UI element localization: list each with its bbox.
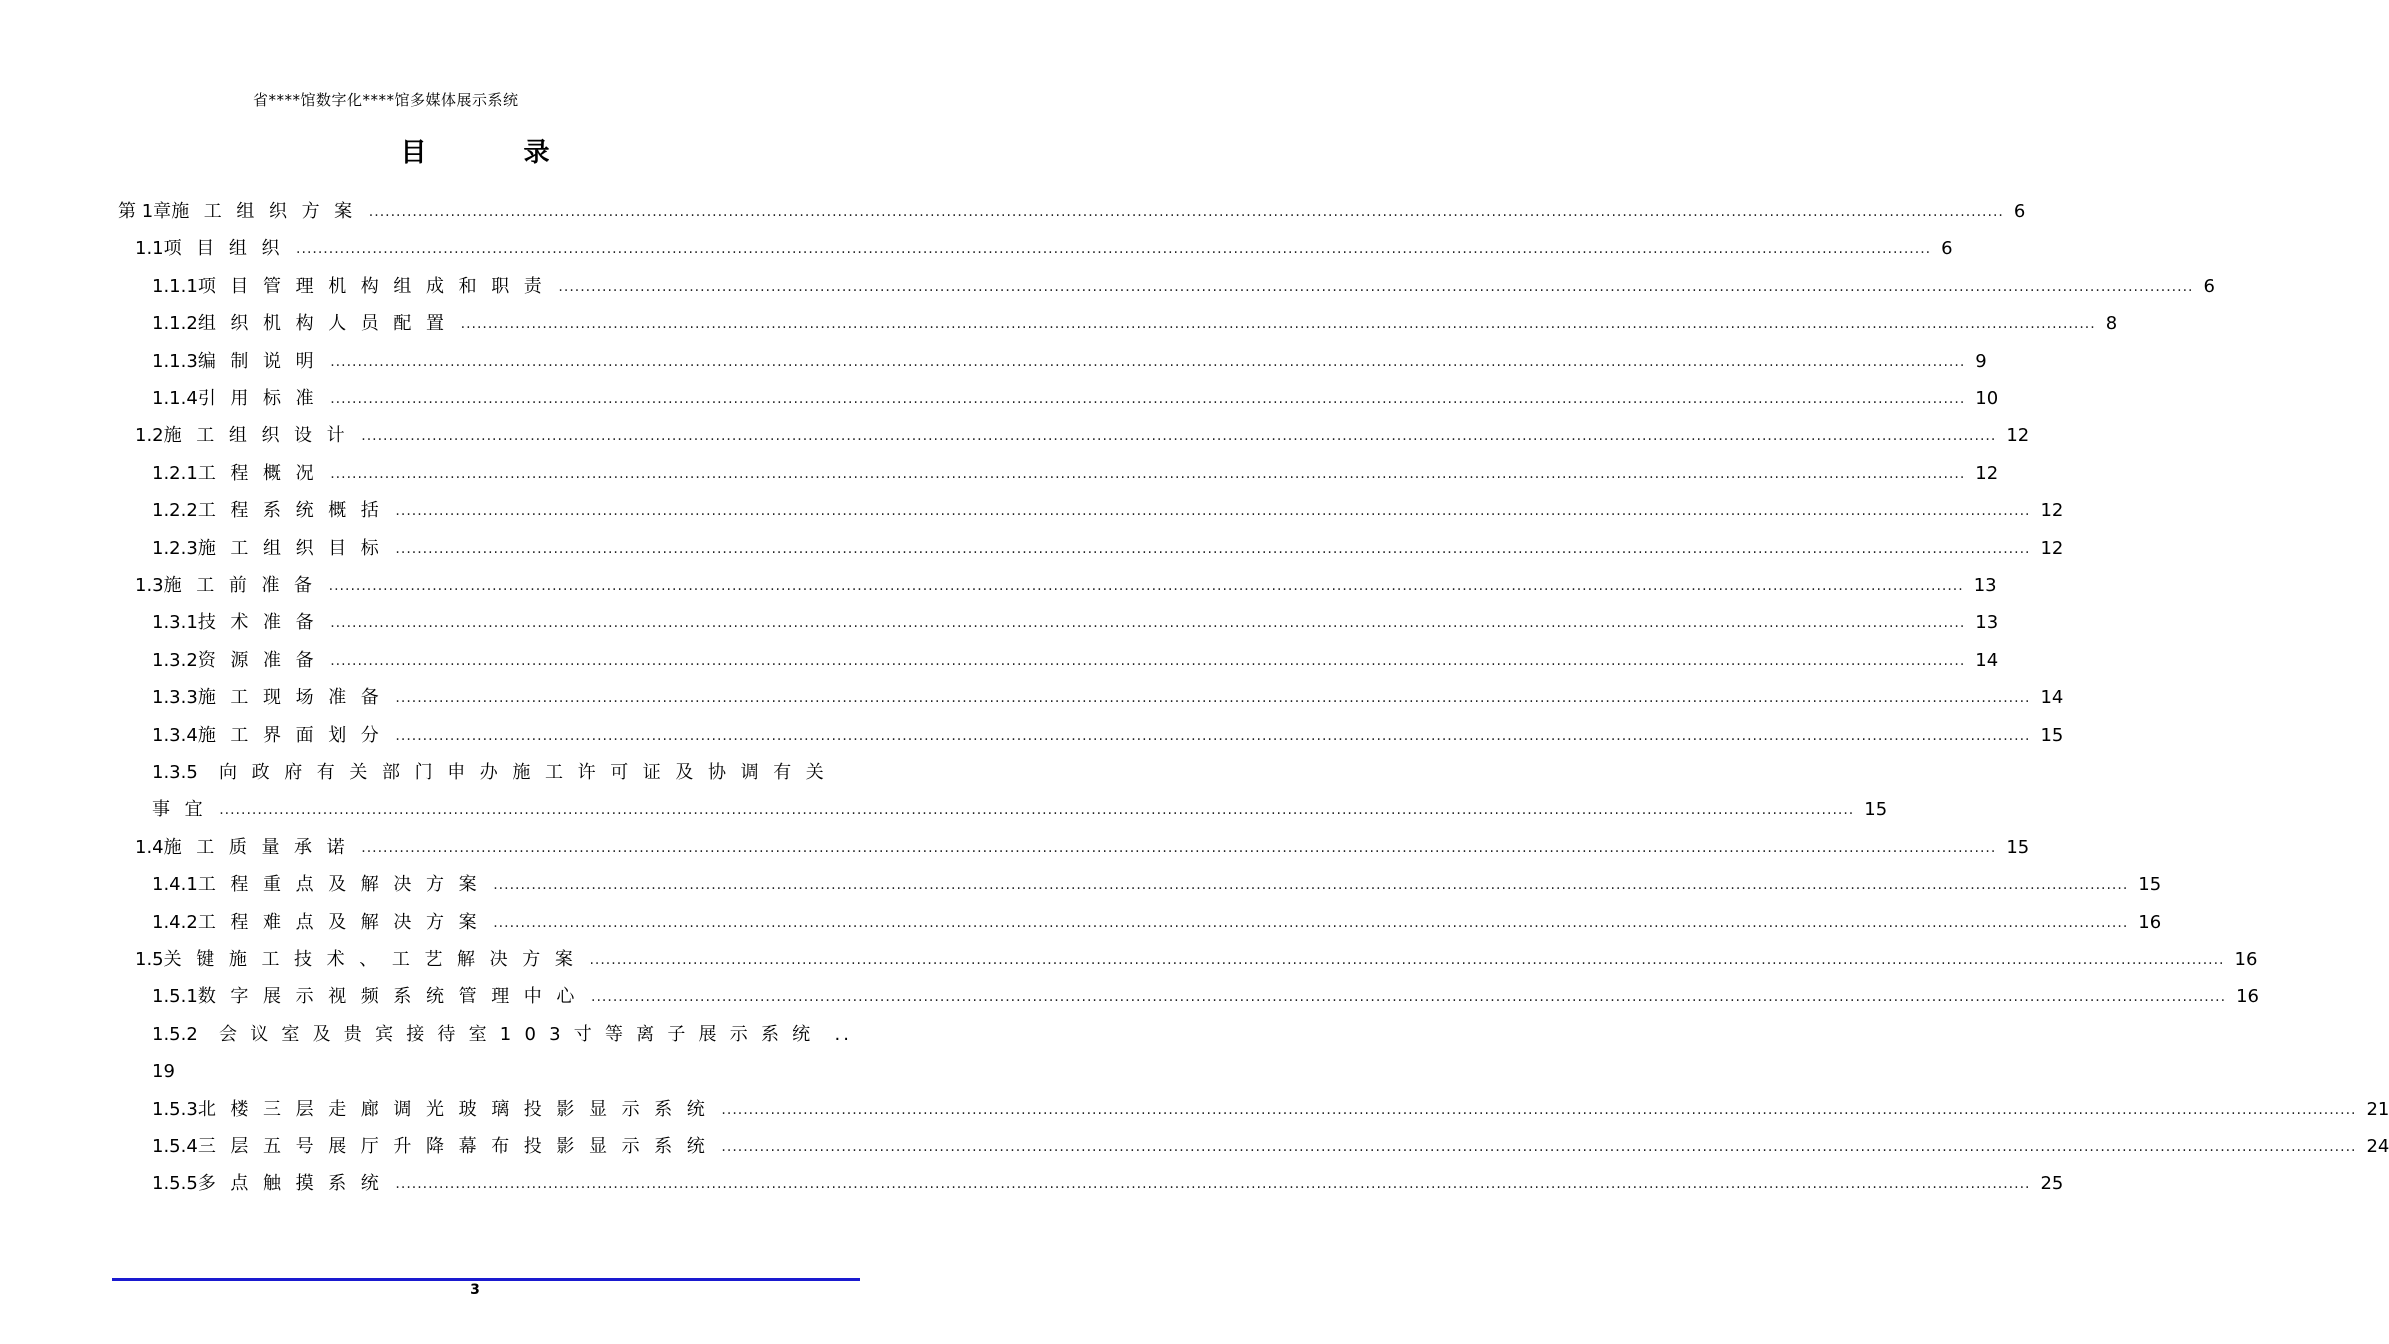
toc-entry-number: 第 1章	[118, 201, 172, 222]
toc-leader-dots: ............................................................................................................................................................................................................................................................................................................	[219, 802, 1855, 819]
toc-entry-title: 技术准备	[197, 612, 329, 634]
toc-entry[interactable]	[152, 343, 1987, 381]
toc-leader-dots: ............................................................................................................................................................................................................................................................................................................	[721, 1101, 2357, 1118]
toc-leader-dots: ............................................................................................................................................................................................................................................................................................................	[330, 353, 1966, 370]
toc-entry-title: 资源准备	[197, 649, 329, 671]
toc-leader-dots: ............................................................................................................................................................................................................................................................................................................	[493, 877, 2129, 894]
toc-leader-dots: ............................................................................................................................................................................................................................................................................................................	[493, 914, 2129, 931]
toc-entry-title: 数字展示视频系统管理中心	[197, 986, 590, 1008]
toc-leader-dots: ............................................................................................................................................................................................................................................................................................................	[395, 727, 2031, 744]
toc-entry[interactable]	[152, 866, 2162, 904]
toc-leader-dots: ............................................................................................................................................................................................................................................................................................................	[721, 1139, 2357, 1155]
toc-leader-dots: ............................................................................................................................................................................................................................................................................................................	[591, 989, 2227, 1006]
toc-entry-number: 1.3.5	[152, 762, 198, 783]
toc-entry-number: 1.3.1	[152, 612, 198, 634]
toc-page-number: 8	[2105, 313, 2118, 335]
toc-entry-title: 会议室及贵宾接待室103寸等离子展示系统	[219, 1023, 824, 1045]
toc-entry[interactable]	[152, 1091, 2389, 1129]
toc-entry-title: 北楼三层走廊调光玻璃投影显示系统	[197, 1098, 720, 1120]
toc-entry-title-continued: 19	[152, 1061, 175, 1083]
toc-entry[interactable]	[152, 268, 2215, 306]
toc-page-number: 16	[2234, 949, 2258, 970]
toc-entry-number: 1.1.4	[152, 388, 198, 409]
toc-entry-title-continued: 事宜	[152, 799, 218, 821]
toc-page-number: 6	[2013, 201, 2026, 222]
toc-page-number: 6	[1941, 238, 1953, 260]
toc-entry[interactable]	[152, 455, 1999, 493]
toc-entry[interactable]	[118, 193, 2026, 231]
toc-leader-dots: ............................................................................................................................................................................................................................................................................................................	[330, 615, 1966, 632]
toc-leader-dots: ............................................................................................................................................................................................................................................................................................................	[395, 690, 2031, 707]
toc-entry-number: 1.5.2	[152, 1023, 198, 1045]
toc-page-number: 12	[2040, 500, 2064, 522]
toc-entry-number: 1.4	[135, 836, 164, 858]
page-number: 3	[470, 1282, 480, 1298]
toc-entry-number: 1.2.1	[152, 462, 198, 484]
toc-entry-title: 施工质量承诺	[163, 836, 360, 858]
toc-entry-title: 施工组织方案	[171, 201, 367, 222]
toc-entry-title: 施工现场准备	[197, 687, 394, 709]
toc-entry-number: 1.1.1	[152, 275, 198, 297]
toc-page-number: 12	[2006, 425, 2030, 447]
toc-entry-title: 施工界面划分	[197, 724, 394, 746]
toc-entry-number: 1.5.1	[152, 986, 198, 1008]
toc-entry[interactable]	[152, 717, 2064, 755]
toc-page-number: 13	[1975, 612, 1999, 634]
toc-leader-dots: ..	[834, 1023, 852, 1045]
toc-entry-number: 1.5.3	[152, 1098, 198, 1120]
toc-entry-title: 项目管理机构组成和职责	[197, 275, 557, 297]
toc-entry[interactable]	[152, 642, 1999, 680]
toc-entry[interactable]	[152, 1128, 2389, 1166]
toc-leader-dots: ............................................................................................................................................................................................................................................................................................................	[395, 503, 2031, 520]
toc-page-number: 16	[2138, 911, 2162, 933]
toc-leader-dots: ............................................................................................................................................................................................................................................................................................................	[368, 204, 2004, 220]
toc-entry-title: 引用标准	[197, 388, 329, 409]
toc-page-number: 15	[2006, 836, 2030, 858]
toc-entry-number: 1.2	[135, 425, 164, 447]
toc-page-number: 21	[2366, 1098, 2389, 1120]
toc-entry-number: 1.5	[135, 949, 164, 970]
toc-entry-title: 项目组织	[163, 238, 295, 260]
toc-entry-number: 1.5.4	[152, 1136, 198, 1157]
toc-entry-title: 关键施工技术、工艺解决方案	[163, 949, 588, 970]
toc-entry[interactable]	[152, 978, 2259, 1016]
toc-entry-number: 1.2.3	[152, 537, 198, 559]
toc-page-number: 13	[1973, 575, 1997, 596]
toc-leader-dots: ............................................................................................................................................................................................................................................................................................................	[558, 278, 2194, 295]
toc-entry-number: 1.5.5	[152, 1173, 198, 1195]
toc-entry-number: 1.2.2	[152, 500, 198, 522]
toc-leader-dots: ............................................................................................................................................................................................................................................................................................................	[328, 578, 1964, 594]
toc-entry[interactable]	[135, 829, 2030, 867]
toc-entry-number: 1.3.2	[152, 649, 198, 671]
toc-entry-number: 1.1.2	[152, 313, 198, 335]
toc-page-number: 12	[1975, 462, 1999, 484]
toc-leader-dots: ............................................................................................................................................................................................................................................................................................................	[460, 316, 2096, 333]
toc-page-number: 6	[2203, 275, 2215, 297]
toc-entry-title: 施工组织目标	[197, 537, 394, 559]
toc-entry[interactable]	[152, 305, 2118, 343]
toc-entry-title: 编制说明	[197, 350, 329, 372]
document-header: 省****馆数字化****馆多媒体展示系统	[253, 91, 519, 109]
toc-page-number: 15	[1864, 799, 1888, 821]
toc-entry-number: 1.1	[135, 238, 164, 260]
toc-entry-title: 组织机构人员配置	[197, 313, 459, 335]
toc-page-number: 24	[2366, 1136, 2389, 1157]
toc-entry-title: 工程系统概括	[197, 500, 394, 522]
toc-entry-number: 1.3	[135, 575, 164, 596]
toc-leader-dots: ............................................................................................................................................................................................................................................................................................................	[361, 428, 1997, 445]
toc-entry-number: 1.4.1	[152, 874, 198, 896]
footer-divider	[112, 1278, 860, 1281]
toc-page-number: 10	[1975, 388, 1999, 409]
toc-entry[interactable]	[152, 679, 2064, 717]
toc-entry[interactable]	[152, 530, 2064, 568]
toc-leader-dots: ............................................................................................................................................................................................................................................................................................................	[296, 241, 1932, 258]
toc-entry-title: 工程难点及解决方案	[197, 911, 492, 933]
toc-entry[interactable]	[152, 492, 2064, 530]
toc-entry-continuation[interactable]	[152, 1053, 852, 1091]
toc-entry-title: 工程重点及解决方案	[197, 874, 492, 896]
toc-entry[interactable]	[135, 941, 2258, 979]
toc-title: 目 录	[400, 138, 594, 168]
toc-page-number: 9	[1975, 350, 1987, 372]
toc-page-number: 25	[2040, 1173, 2064, 1195]
toc-entry[interactable]	[152, 380, 1999, 418]
toc-entry-number: 1.1.3	[152, 350, 198, 372]
toc-entry-title: 施工组织设计	[163, 425, 360, 447]
toc-entry[interactable]	[152, 1165, 2064, 1203]
toc-entry[interactable]	[152, 1016, 852, 1054]
toc-page-number: 14	[2040, 687, 2064, 709]
toc-entry-title: 施工前准备	[163, 575, 327, 596]
toc-entry-title: 多点触摸系统	[197, 1173, 394, 1195]
toc-entry[interactable]	[152, 904, 2162, 942]
toc-page-number: 12	[2040, 537, 2064, 559]
toc-entry-title: 工程概况	[197, 462, 329, 484]
toc-entry[interactable]	[152, 604, 1999, 642]
toc-entry-number: 1.3.3	[152, 687, 198, 709]
toc-entry[interactable]	[135, 417, 2030, 455]
toc-entry-number: 1.4.2	[152, 911, 198, 933]
toc-entry[interactable]	[135, 567, 1997, 605]
toc-entry-number: 1.3.4	[152, 724, 198, 746]
toc-leader-dots: ............................................................................................................................................................................................................................................................................................................	[395, 1176, 2031, 1193]
toc-entry-continuation[interactable]	[152, 791, 1888, 829]
toc-page-number: 15	[2040, 724, 2064, 746]
toc-entry-title: 向政府有关部门申办施工许可证及协调有关	[219, 762, 839, 783]
toc-leader-dots: ............................................................................................................................................................................................................................................................................................................	[361, 839, 1997, 856]
toc-entry[interactable]	[135, 230, 1953, 268]
toc-page-number: 16	[2236, 986, 2259, 1008]
toc-leader-dots: ............................................................................................................................................................................................................................................................................................................	[330, 391, 1966, 407]
toc-page-number: 14	[1975, 649, 1999, 671]
toc-leader-dots: ............................................................................................................................................................................................................................................................................................................	[589, 952, 2225, 968]
toc-entry[interactable]	[152, 754, 852, 792]
toc-leader-dots: ............................................................................................................................................................................................................................................................................................................	[330, 652, 1966, 669]
toc-entry-title: 三层五号展厅升降幕布投影显示系统	[197, 1136, 720, 1157]
toc-leader-dots: ............................................................................................................................................................................................................................................................................................................	[330, 465, 1966, 482]
toc-leader-dots: ............................................................................................................................................................................................................................................................................................................	[395, 540, 2031, 557]
toc-page-number: 15	[2138, 874, 2162, 896]
